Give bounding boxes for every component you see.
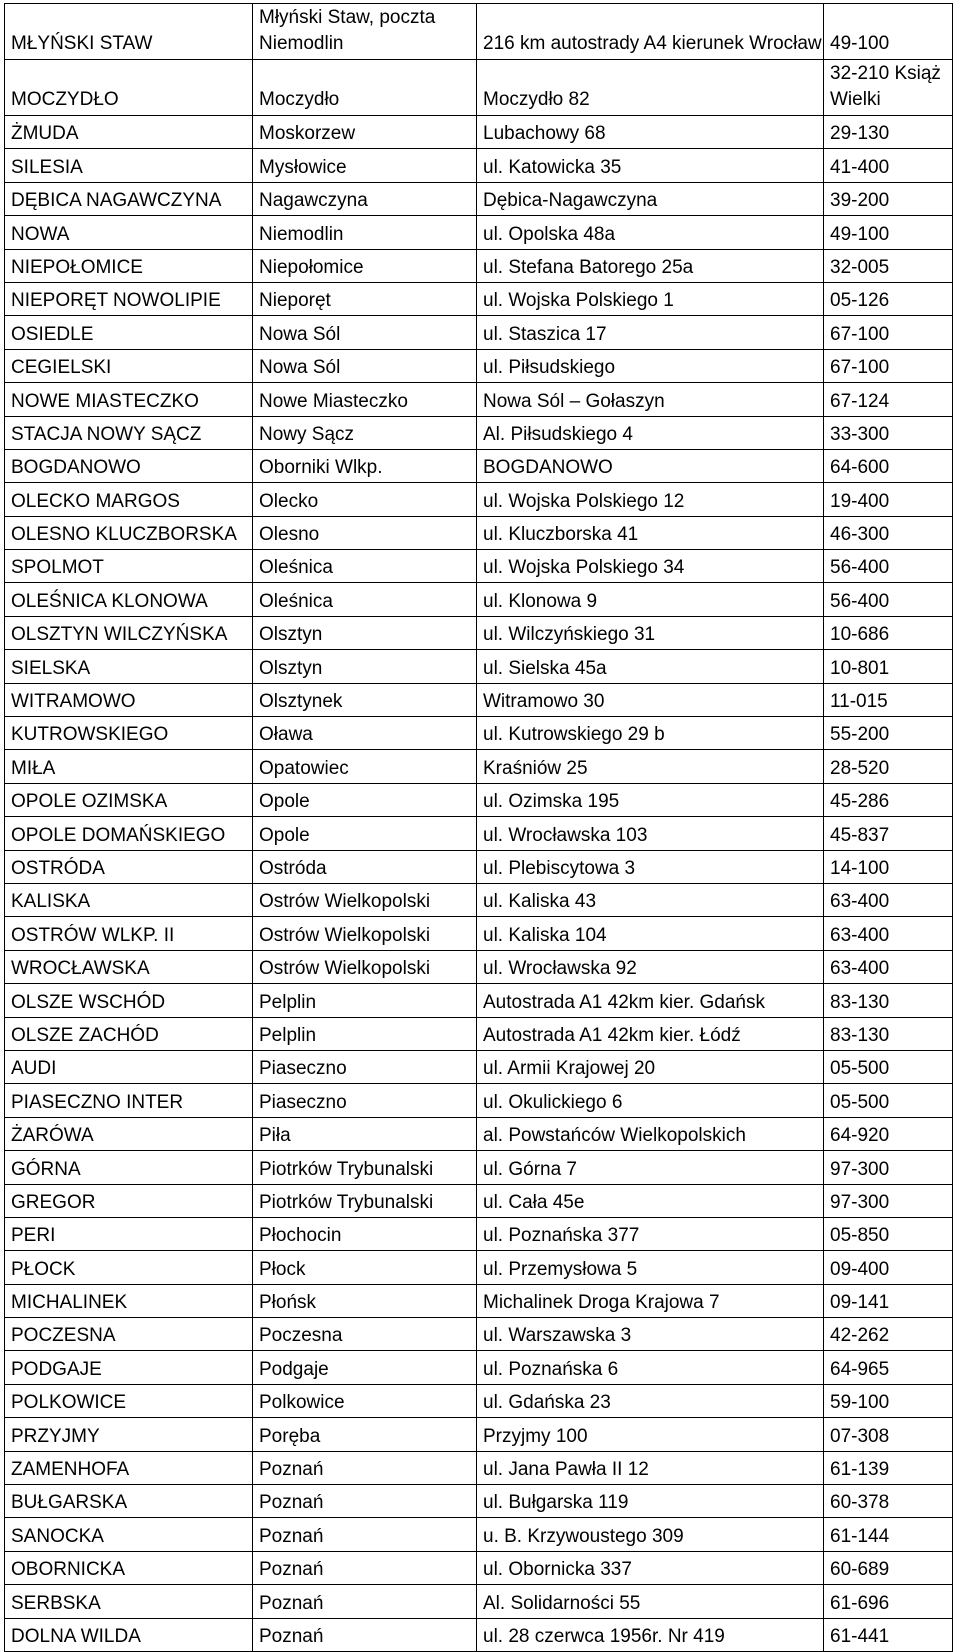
address-cell: ul. Cała 45e [477, 1184, 824, 1217]
table-row [5, 1451, 953, 1484]
postal-code-cell: 05-500 [824, 1084, 953, 1117]
station-name-cell: OLESNO KLUCZBORSKA [5, 516, 253, 549]
locality-cell: Poznań [253, 1518, 477, 1551]
locality-cell: Poznań [253, 1551, 477, 1584]
locality-cell: Opole [253, 817, 477, 850]
postal-code-cell: 49-100 [824, 4, 953, 60]
station-name-cell: WROCŁAWSKA [5, 950, 253, 983]
locality-cell: Moczydło [253, 60, 477, 116]
address-cell: Lubachowy 68 [477, 116, 824, 149]
postal-code-cell: 09-141 [824, 1284, 953, 1317]
locality-cell: Olsztyn [253, 616, 477, 649]
table-row [5, 817, 953, 850]
postal-code-cell: 61-139 [824, 1451, 953, 1484]
station-name-cell: NIEPORĘT NOWOLIPIE [5, 282, 253, 315]
station-name-cell: KUTROWSKIEGO [5, 717, 253, 750]
table-row [5, 616, 953, 649]
address-cell: ul. Warszawska 3 [477, 1318, 824, 1351]
locality-cell: Pelplin [253, 984, 477, 1017]
postal-code-cell: 63-400 [824, 883, 953, 916]
postal-code-cell: 42-262 [824, 1318, 953, 1351]
postal-code-cell: 60-689 [824, 1551, 953, 1584]
address-cell: ul. Armii Krajowej 20 [477, 1050, 824, 1083]
station-name-cell: MŁYŃSKI STAW [5, 4, 253, 60]
locality-cell: Oleśnica [253, 550, 477, 583]
address-cell: ul. Poznańska 377 [477, 1217, 824, 1250]
locality-cell: Piotrków Trybunalski [253, 1151, 477, 1184]
postal-code-cell: 10-686 [824, 616, 953, 649]
station-name-cell: OSTRÓW WLKP. II [5, 917, 253, 950]
locality-cell: Piaseczno [253, 1050, 477, 1083]
address-cell: ul. Wojska Polskiego 1 [477, 282, 824, 315]
address-cell: ul. Staszica 17 [477, 316, 824, 349]
locality-cell: Niepołomice [253, 249, 477, 282]
address-cell: ul. Wojska Polskiego 34 [477, 550, 824, 583]
table-row [5, 316, 953, 349]
table-row [5, 1050, 953, 1083]
station-name-cell: MOCZYDŁO [5, 60, 253, 116]
table-row [5, 950, 953, 983]
address-cell: ul. Klonowa 9 [477, 583, 824, 616]
address-cell: Autostrada A1 42km kier. Łódź [477, 1017, 824, 1050]
station-name-cell: POCZESNA [5, 1318, 253, 1351]
station-name-cell: OPOLE OZIMSKA [5, 783, 253, 816]
table-row [5, 683, 953, 716]
address-cell: Nowa Sól – Gołaszyn [477, 383, 824, 416]
station-name-cell: BUŁGARSKA [5, 1485, 253, 1518]
locality-cell: Opole [253, 783, 477, 816]
postal-code-cell: 83-130 [824, 984, 953, 1017]
table-row [5, 383, 953, 416]
locality-cell: Oława [253, 717, 477, 750]
locality-cell: Płońsk [253, 1284, 477, 1317]
table-row [5, 1618, 953, 1651]
address-cell: ul. Wojska Polskiego 12 [477, 483, 824, 516]
station-name-cell: STACJA NOWY SĄCZ [5, 416, 253, 449]
postal-code-cell: 64-965 [824, 1351, 953, 1384]
station-name-cell: PIASECZNO INTER [5, 1084, 253, 1117]
locality-cell: Piła [253, 1117, 477, 1150]
table-row [5, 416, 953, 449]
address-cell: 216 km autostrady A4 kierunek Wrocław [477, 4, 824, 60]
stations-table-body [5, 4, 953, 1652]
address-cell: Dębica-Nagawczyna [477, 182, 824, 215]
postal-code-cell: 61-144 [824, 1518, 953, 1551]
locality-cell: Oleśnica [253, 583, 477, 616]
locality-cell: Olecko [253, 483, 477, 516]
locality-cell: Poznań [253, 1451, 477, 1484]
station-name-cell: OBORNICKA [5, 1551, 253, 1584]
postal-code-cell: 45-837 [824, 817, 953, 850]
station-name-cell: OSIEDLE [5, 316, 253, 349]
postal-code-cell: 64-920 [824, 1117, 953, 1150]
postal-code-cell: 19-400 [824, 483, 953, 516]
table-row [5, 483, 953, 516]
table-row [5, 1251, 953, 1284]
address-cell: Moczydło 82 [477, 60, 824, 116]
address-cell: Al. Solidarności 55 [477, 1585, 824, 1618]
station-name-cell: BOGDANOWO [5, 449, 253, 482]
stations-table [4, 3, 953, 1652]
locality-cell: Piotrków Trybunalski [253, 1184, 477, 1217]
postal-code-cell: 05-126 [824, 282, 953, 315]
locality-cell: Nowe Miasteczko [253, 383, 477, 416]
table-row [5, 516, 953, 549]
table-row [5, 60, 953, 116]
locality-cell: Nowa Sól [253, 316, 477, 349]
locality-cell: Oborniki Wlkp. [253, 449, 477, 482]
address-cell: ul. Kluczborska 41 [477, 516, 824, 549]
postal-code-cell: 45-286 [824, 783, 953, 816]
postal-code-cell: 59-100 [824, 1384, 953, 1417]
table-row [5, 650, 953, 683]
address-cell: u. B. Krzywoustego 309 [477, 1518, 824, 1551]
postal-code-cell: 33-300 [824, 416, 953, 449]
postal-code-cell: 11-015 [824, 683, 953, 716]
locality-cell: Niemodlin [253, 216, 477, 249]
station-name-cell: GÓRNA [5, 1151, 253, 1184]
locality-cell: Nowa Sól [253, 349, 477, 382]
locality-cell: Olsztynek [253, 683, 477, 716]
locality-cell: Poczesna [253, 1318, 477, 1351]
postal-code-cell: 67-100 [824, 349, 953, 382]
station-name-cell: ZAMENHOFA [5, 1451, 253, 1484]
locality-cell: Nowy Sącz [253, 416, 477, 449]
postal-code-cell: 97-300 [824, 1184, 953, 1217]
locality-cell: Nieporęt [253, 282, 477, 315]
address-cell: Michalinek Droga Krajowa 7 [477, 1284, 824, 1317]
station-name-cell: ŻMUDA [5, 116, 253, 149]
table-row [5, 1117, 953, 1150]
address-cell: ul. Górna 7 [477, 1151, 824, 1184]
postal-code-cell: 56-400 [824, 583, 953, 616]
table-row [5, 1351, 953, 1384]
table-row [5, 883, 953, 916]
locality-cell: Płock [253, 1251, 477, 1284]
table-row [5, 216, 953, 249]
locality-cell: Poznań [253, 1618, 477, 1651]
address-cell: Autostrada A1 42km kier. Gdańsk [477, 984, 824, 1017]
locality-cell: Młyński Staw, poczta Niemodlin [253, 4, 477, 60]
postal-code-cell: 10-801 [824, 650, 953, 683]
locality-cell: Ostróda [253, 850, 477, 883]
table-row [5, 182, 953, 215]
locality-cell: Polkowice [253, 1384, 477, 1417]
locality-cell: Ostrów Wielkopolski [253, 883, 477, 916]
station-name-cell: OLSZE WSCHÓD [5, 984, 253, 1017]
address-cell: ul. Poznańska 6 [477, 1351, 824, 1384]
postal-code-cell: 64-600 [824, 449, 953, 482]
station-name-cell: SANOCKA [5, 1518, 253, 1551]
address-cell: ul. Piłsudskiego [477, 349, 824, 382]
station-name-cell: ŻARÓWA [5, 1117, 253, 1150]
locality-cell: Poręba [253, 1418, 477, 1451]
locality-cell: Moskorzew [253, 116, 477, 149]
postal-code-cell: 41-400 [824, 149, 953, 182]
address-cell: Al. Piłsudskiego 4 [477, 416, 824, 449]
postal-code-cell: 49-100 [824, 216, 953, 249]
station-name-cell: KALISKA [5, 883, 253, 916]
address-cell: ul. Okulickiego 6 [477, 1084, 824, 1117]
table-row [5, 1318, 953, 1351]
locality-cell: Pelplin [253, 1017, 477, 1050]
postal-code-cell: 29-130 [824, 116, 953, 149]
postal-code-cell: 63-400 [824, 917, 953, 950]
table-row [5, 550, 953, 583]
table-row [5, 282, 953, 315]
address-cell: ul. Wrocławska 92 [477, 950, 824, 983]
address-cell: ul. Katowicka 35 [477, 149, 824, 182]
station-name-cell: PRZYJMY [5, 1418, 253, 1451]
locality-cell: Mysłowice [253, 149, 477, 182]
postal-code-cell: 05-500 [824, 1050, 953, 1083]
locality-cell: Piaseczno [253, 1084, 477, 1117]
table-row [5, 116, 953, 149]
station-name-cell: SPOLMOT [5, 550, 253, 583]
address-cell: ul. Kaliska 43 [477, 883, 824, 916]
table-row [5, 4, 953, 60]
table-row [5, 917, 953, 950]
table-row [5, 1151, 953, 1184]
postal-code-cell: 63-400 [824, 950, 953, 983]
table-row [5, 717, 953, 750]
postal-code-cell: 67-124 [824, 383, 953, 416]
address-cell: ul. Bułgarska 119 [477, 1485, 824, 1518]
postal-code-cell: 46-300 [824, 516, 953, 549]
address-cell: ul. Jana Pawła II 12 [477, 1451, 824, 1484]
locality-cell: Podgaje [253, 1351, 477, 1384]
station-name-cell: CEGIELSKI [5, 349, 253, 382]
locality-cell: Olsztyn [253, 650, 477, 683]
address-cell: ul. Kaliska 104 [477, 917, 824, 950]
table-row [5, 449, 953, 482]
station-name-cell: OPOLE DOMAŃSKIEGO [5, 817, 253, 850]
table-row [5, 750, 953, 783]
table-row [5, 1084, 953, 1117]
station-name-cell: WITRAMOWO [5, 683, 253, 716]
table-row [5, 1184, 953, 1217]
address-cell: ul. Obornicka 337 [477, 1551, 824, 1584]
postal-code-cell: 09-400 [824, 1251, 953, 1284]
station-name-cell: SILESIA [5, 149, 253, 182]
station-name-cell: DOLNA WILDA [5, 1618, 253, 1651]
locality-cell: Nagawczyna [253, 182, 477, 215]
station-name-cell: SIELSKA [5, 650, 253, 683]
postal-code-cell: 83-130 [824, 1017, 953, 1050]
table-row [5, 850, 953, 883]
station-name-cell: OLSZTYN WILCZYŃSKA [5, 616, 253, 649]
station-name-cell: AUDI [5, 1050, 253, 1083]
postal-code-cell: 61-696 [824, 1585, 953, 1618]
station-name-cell: OLECKO MARGOS [5, 483, 253, 516]
address-cell: ul. Przemysłowa 5 [477, 1251, 824, 1284]
address-cell: Witramowo 30 [477, 683, 824, 716]
station-name-cell: OLSZE ZACHÓD [5, 1017, 253, 1050]
postal-code-cell: 97-300 [824, 1151, 953, 1184]
locality-cell: Ostrów Wielkopolski [253, 950, 477, 983]
table-row [5, 1384, 953, 1417]
table-row [5, 1518, 953, 1551]
postal-code-cell: 39-200 [824, 182, 953, 215]
table-row [5, 1551, 953, 1584]
table-row [5, 1585, 953, 1618]
table-row [5, 1017, 953, 1050]
postal-code-cell: 32-210 Książ Wielki [824, 60, 953, 116]
table-row [5, 984, 953, 1017]
address-cell: Przyjmy 100 [477, 1418, 824, 1451]
table-row [5, 1217, 953, 1250]
document-page [4, 3, 952, 1652]
address-cell: ul. Wilczyńskiego 31 [477, 616, 824, 649]
table-row [5, 1418, 953, 1451]
postal-code-cell: 28-520 [824, 750, 953, 783]
postal-code-cell: 55-200 [824, 717, 953, 750]
station-name-cell: PŁOCK [5, 1251, 253, 1284]
postal-code-cell: 05-850 [824, 1217, 953, 1250]
table-row [5, 1485, 953, 1518]
station-name-cell: MIŁA [5, 750, 253, 783]
postal-code-cell: 60-378 [824, 1485, 953, 1518]
locality-cell: Poznań [253, 1485, 477, 1518]
station-name-cell: NOWA [5, 216, 253, 249]
station-name-cell: SERBSKA [5, 1585, 253, 1618]
address-cell: ul. Sielska 45a [477, 650, 824, 683]
table-row [5, 249, 953, 282]
address-cell: ul. Kutrowskiego 29 b [477, 717, 824, 750]
address-cell: ul. Ozimska 195 [477, 783, 824, 816]
station-name-cell: OLEŚNICA KLONOWA [5, 583, 253, 616]
postal-code-cell: 56-400 [824, 550, 953, 583]
table-row [5, 149, 953, 182]
postal-code-cell: 61-441 [824, 1618, 953, 1651]
address-cell: ul. Gdańska 23 [477, 1384, 824, 1417]
address-cell: ul. Plebiscytowa 3 [477, 850, 824, 883]
locality-cell: Olesno [253, 516, 477, 549]
station-name-cell: NOWE MIASTECZKO [5, 383, 253, 416]
address-cell: Kraśniów 25 [477, 750, 824, 783]
station-name-cell: DĘBICA NAGAWCZYNA [5, 182, 253, 215]
station-name-cell: OSTRÓDA [5, 850, 253, 883]
station-name-cell: GREGOR [5, 1184, 253, 1217]
locality-cell: Płochocin [253, 1217, 477, 1250]
station-name-cell: PODGAJE [5, 1351, 253, 1384]
station-name-cell: MICHALINEK [5, 1284, 253, 1317]
postal-code-cell: 07-308 [824, 1418, 953, 1451]
postal-code-cell: 67-100 [824, 316, 953, 349]
postal-code-cell: 14-100 [824, 850, 953, 883]
station-name-cell: POLKOWICE [5, 1384, 253, 1417]
address-cell: ul. 28 czerwca 1956r. Nr 419 [477, 1618, 824, 1651]
postal-code-cell: 32-005 [824, 249, 953, 282]
locality-cell: Poznań [253, 1585, 477, 1618]
address-cell: BOGDANOWO [477, 449, 824, 482]
address-cell: ul. Wrocławska 103 [477, 817, 824, 850]
station-name-cell: NIEPOŁOMICE [5, 249, 253, 282]
station-name-cell: PERI [5, 1217, 253, 1250]
locality-cell: Ostrów Wielkopolski [253, 917, 477, 950]
table-row [5, 349, 953, 382]
address-cell: ul. Opolska 48a [477, 216, 824, 249]
table-row [5, 783, 953, 816]
table-row [5, 583, 953, 616]
table-row [5, 1284, 953, 1317]
address-cell: ul. Stefana Batorego 25a [477, 249, 824, 282]
locality-cell: Opatowiec [253, 750, 477, 783]
address-cell: al. Powstańców Wielkopolskich [477, 1117, 824, 1150]
